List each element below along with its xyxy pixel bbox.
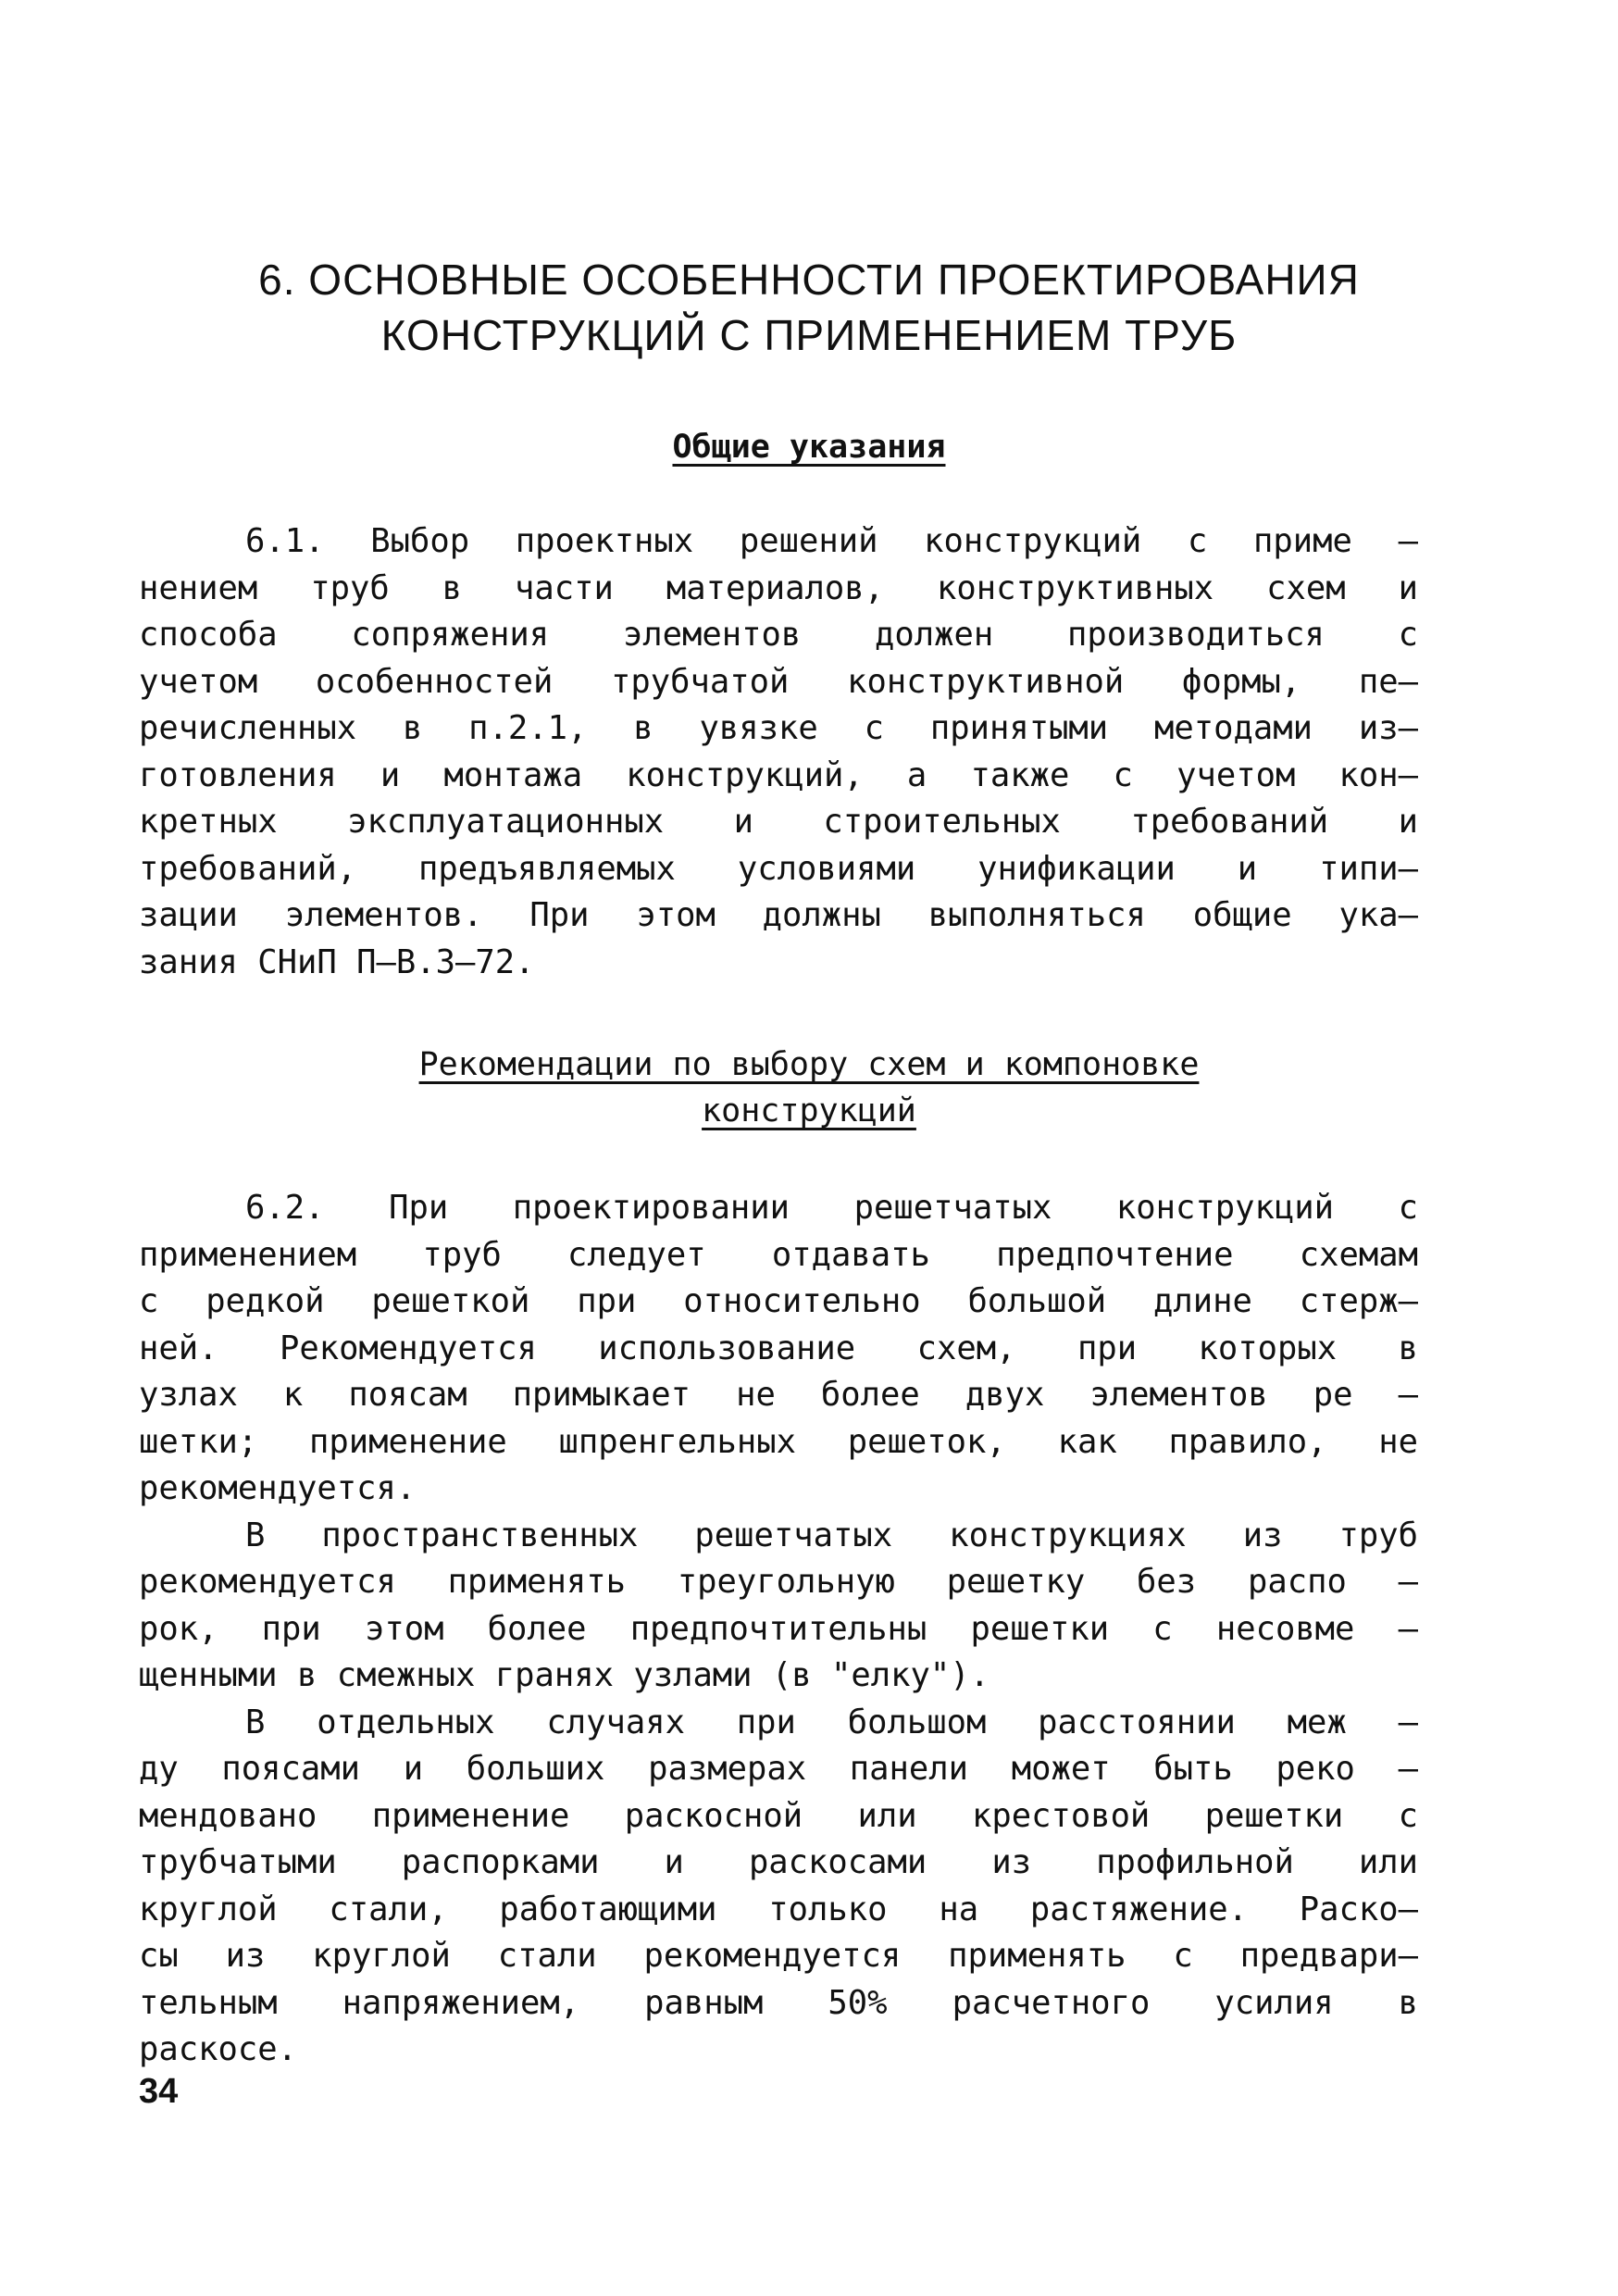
paragraph-line: готовления и монтажа конструкций, а также с учетом кон– [139,755,1418,794]
paragraph-line: зания СНиП П–В.3–72. [139,942,535,981]
chapter-title [139,252,1479,363]
paragraph-line: способа сопряжения элементов должен производиться с [139,616,1418,654]
paragraph-line: 6.1. Выбор проектных решений конструкций с приме – [245,522,1418,560]
section-heading-recommendations [139,1042,1479,1134]
chapter-title-line-2: КОНСТРУКЦИЙ С ПРИМЕНЕНИЕМ ТРУБ [380,311,1238,359]
paragraph-line: рекомендуется применять треугольную решетку без распо – [139,1563,1418,1601]
paragraph-line: В пространственных решетчатых конструкциях из труб [245,1516,1418,1554]
paragraph-line: зации элементов. При этом должны выполняться общие ука– [139,896,1418,934]
paragraph-6-1 [139,518,1418,986]
paragraph-line: узлах к поясам примыкает не более двух элементов ре – [139,1376,1418,1414]
section-heading-general [139,424,1479,470]
paragraph-line: сы из круглой стали рекомендуется применять с предвари– [139,1937,1418,1975]
paragraph-line: рекомендуется. [139,1469,417,1507]
paragraph-6-2 [139,1185,1418,2074]
paragraph-line: раскосе. [139,2030,297,2068]
paragraph-line: тельным напряжением, равным 50% расчетного усилия в [139,1983,1418,2022]
page-number: 34 [139,2072,179,2111]
paragraph-line: ду поясами и больших размерах панели может быть реко – [139,1750,1418,1788]
paragraph-line: требований, предъявляемых условиями унификации и типи– [139,849,1418,888]
paragraph-line: круглой стали, работающими только на растяжение. Раско– [139,1890,1418,1928]
paragraph-line: речисленных в п.2.1, в увязке с принятыми методами из– [139,709,1418,747]
paragraph-line: щенными в смежных гранях узлами (в "елку"). [139,1656,990,1694]
chapter-title-line-1: 6. ОСНОВНЫЕ ОСОБЕННОСТИ ПРОЕКТИРОВАНИЯ [258,256,1360,304]
paragraph-line: применением труб следует отдавать предпочтение схемам [139,1235,1418,1274]
paragraph-line: кретных эксплуатационных и строительных требований и [139,803,1418,841]
paragraph-line: 6.2. При проектировании решетчатых конструкций с [245,1189,1418,1227]
paragraph-line: В отдельных случаях при большом расстоянии меж – [245,1703,1418,1741]
paragraph-line: шетки; применение шпренгельных решеток, как правило, не [139,1422,1418,1461]
paragraph-line: мендовано применение раскосной или крестовой решетки с [139,1796,1418,1835]
section-heading-general-text: Общие указания [672,429,946,466]
paragraph-line: нением труб в части материалов, конструктивных схем и [139,568,1418,607]
paragraph-line: трубчатыми распорками и раскосами из профильной или [139,1843,1418,1881]
section-heading-recommendations-line-2: конструкций [702,1092,916,1129]
paragraph-line: учетом особенностей трубчатой конструктивной формы, пе– [139,662,1418,701]
section-heading-recommendations-line-1: Рекомендации по выбору схем и компоновке [418,1046,1200,1083]
paragraph-line: с редкой решеткой при относительно большой длине стерж– [139,1282,1418,1320]
paragraph-line: ней. Рекомендуется использование схем, при которых в [139,1329,1418,1367]
paragraph-line: рок, при этом более предпочтительны решетки с несовме – [139,1609,1418,1648]
